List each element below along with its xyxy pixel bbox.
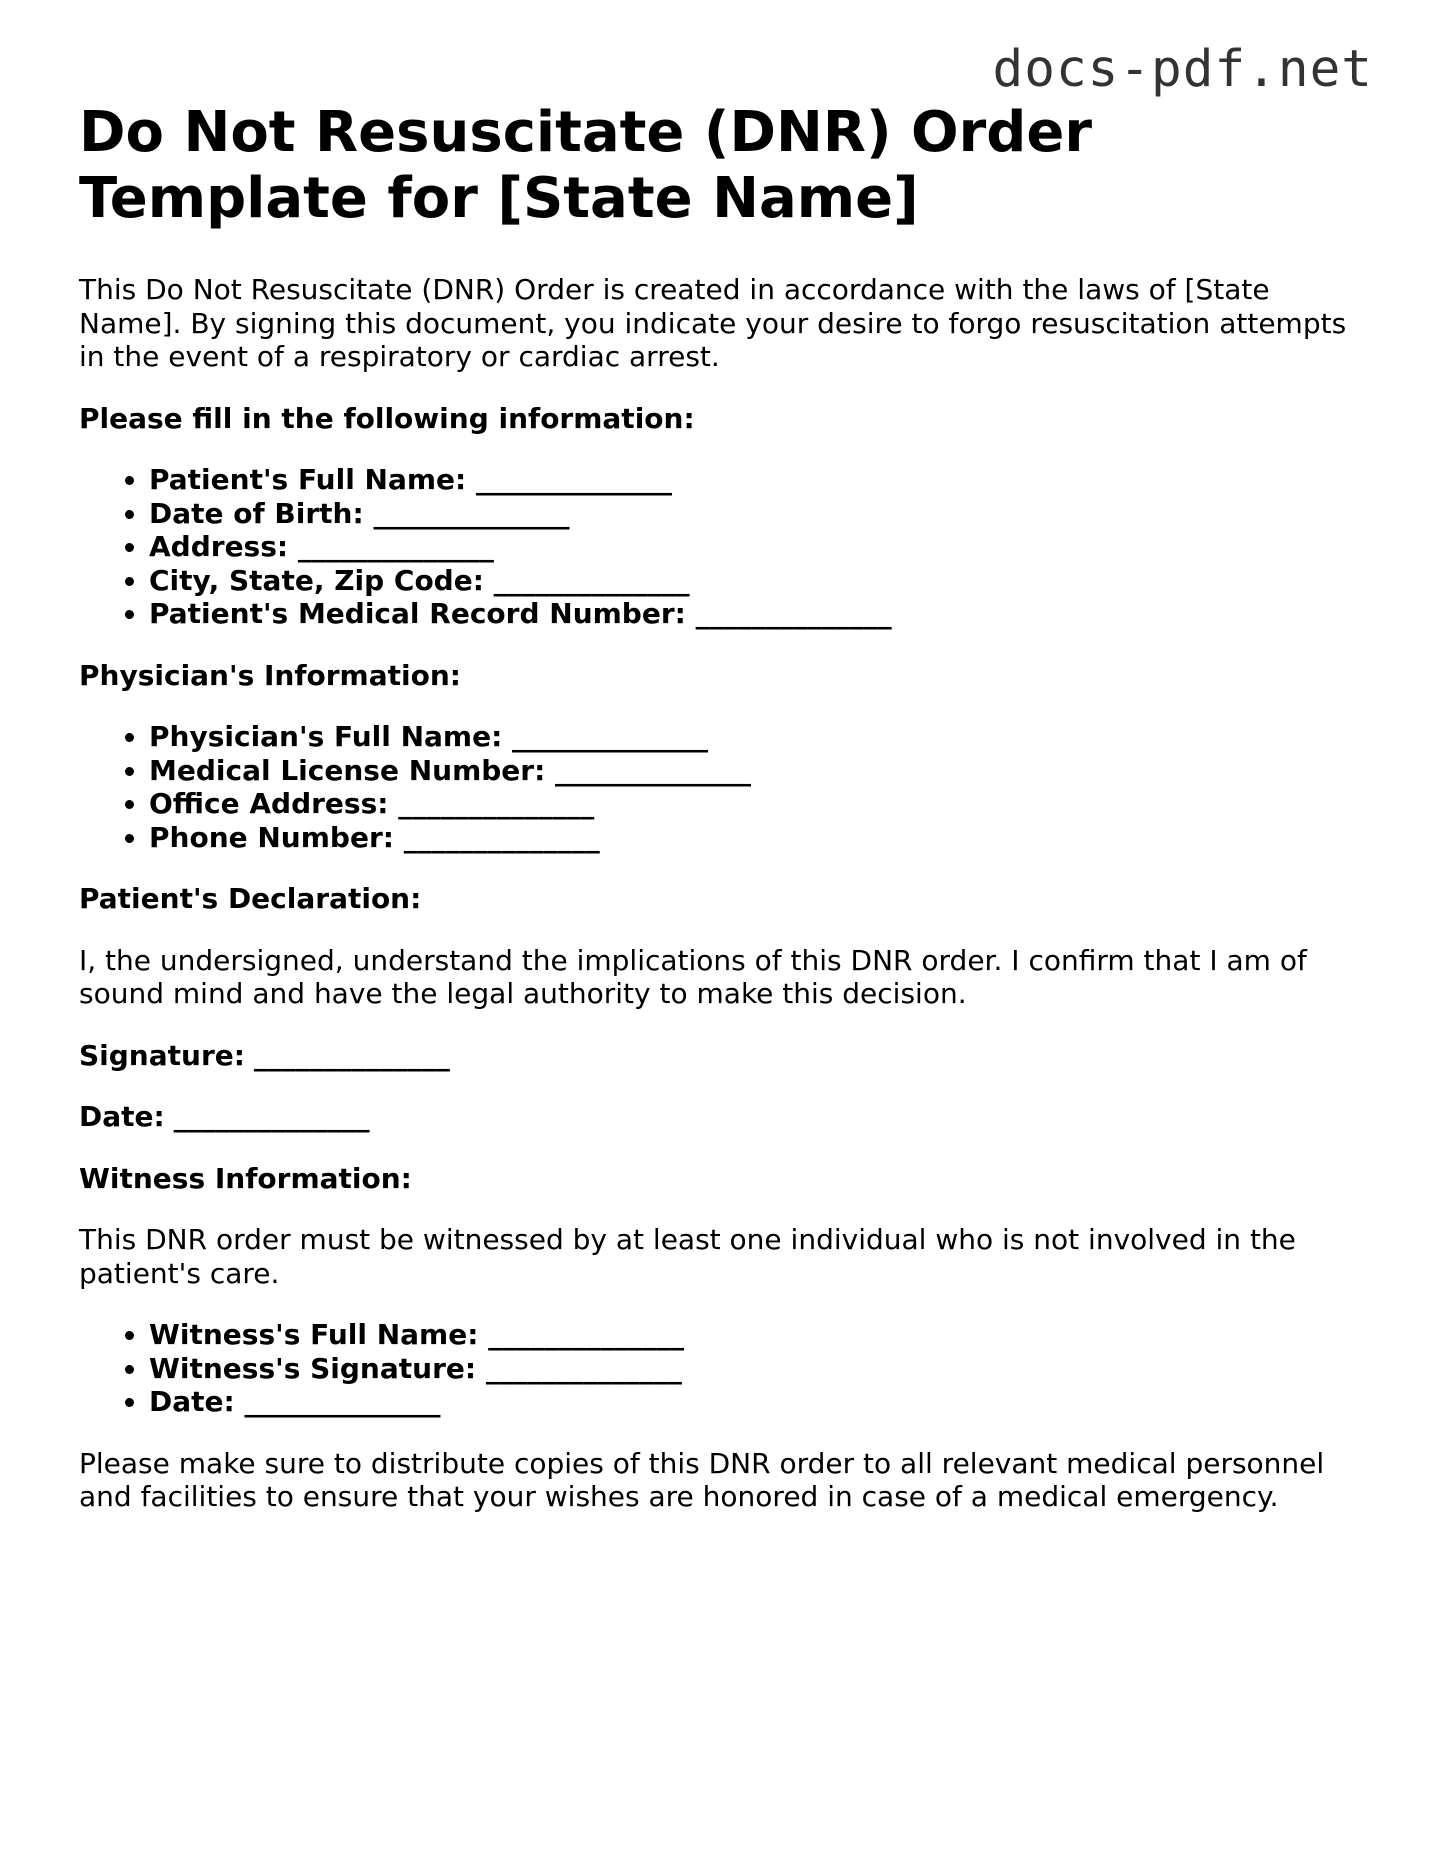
list-item	[149, 1385, 1359, 1419]
physician-fields-list	[79, 720, 1359, 854]
declaration-section-heading: Patient's Declaration:	[79, 882, 422, 915]
signature-line	[79, 1039, 1359, 1073]
watermark-text: docs-pdf.net	[992, 40, 1373, 99]
field-blank[interactable]: ______________	[403, 820, 600, 854]
list-item	[149, 1352, 1359, 1386]
field-label: Date of Birth:	[149, 496, 364, 530]
field-label: Office Address:	[149, 787, 389, 820]
field-blank[interactable]: ______________	[476, 463, 672, 496]
witness-paragraph: This DNR order must be witnessed by at least one individual who is not involved in the patient's care.	[79, 1223, 1296, 1290]
field-label: Witness's Signature:	[149, 1351, 477, 1385]
intro-paragraph: This Do Not Resuscitate (DNR) Order is created in accordance with the laws of [State Name]. By signing this document, you indicate your desire to forgo resuscitation attempts in the event of a respiratory or cardiac arrest.	[79, 273, 1347, 373]
field-label: Date:	[149, 1385, 235, 1418]
field-label: Patient's Full Name:	[149, 463, 467, 496]
field-label: City, State, Zip Code:	[149, 563, 484, 597]
witness-fields-list	[79, 1318, 1359, 1419]
field-label: Phone Number:	[149, 820, 394, 854]
field-blank[interactable]: ______________	[488, 1318, 685, 1351]
list-item	[149, 754, 1359, 788]
physician-section-heading: Physician's Information:	[79, 658, 461, 692]
list-item	[149, 821, 1359, 855]
list-item	[149, 787, 1359, 821]
field-label: Patient's Medical Record Number:	[149, 597, 686, 630]
document-page	[79, 100, 1359, 1542]
declaration-paragraph: I, the undersigned, understand the implications of this DNR order. I confirm that I am of sound mind and have the legal authority to make this decision.	[79, 943, 1307, 1010]
list-item	[149, 530, 1359, 564]
field-blank[interactable]: ______________	[512, 720, 709, 753]
date-line	[79, 1100, 1359, 1134]
field-blank[interactable]: ______________	[297, 530, 494, 563]
witness-section-heading: Witness Information:	[79, 1161, 412, 1195]
list-item	[149, 1318, 1359, 1352]
list-item	[149, 463, 1359, 497]
date-field[interactable]: ______________	[173, 1100, 370, 1133]
field-label: Address:	[149, 530, 289, 563]
list-item	[149, 720, 1359, 754]
field-blank[interactable]: ______________	[485, 1351, 682, 1385]
list-item	[149, 564, 1359, 598]
field-blank[interactable]: ______________	[555, 753, 752, 787]
field-blank[interactable]: ______________	[695, 597, 892, 630]
patient-fields-list	[79, 463, 1359, 631]
patient-section-heading: Please fill in the following information:	[79, 401, 695, 435]
document-title: Do Not Resuscitate (DNR) Order Template for [State Name]	[79, 100, 1092, 231]
field-label: Witness's Full Name:	[149, 1318, 479, 1351]
field-label: Medical License Number:	[149, 753, 546, 787]
field-label: Signature:	[79, 1038, 245, 1072]
field-blank[interactable]: ______________	[373, 496, 570, 530]
field-label: Date:	[79, 1100, 165, 1133]
field-blank[interactable]: ______________	[398, 787, 595, 820]
closing-paragraph: Please make sure to distribute copies of this DNR order to all relevant medical personnel and facilities to ensure that your wishes are honored in case of a medical emergency.	[79, 1446, 1325, 1513]
field-blank[interactable]: ______________	[493, 563, 690, 597]
signature-field[interactable]: ______________	[253, 1038, 450, 1072]
list-item	[149, 597, 1359, 631]
list-item	[149, 497, 1359, 531]
field-blank[interactable]: ______________	[244, 1385, 441, 1418]
field-label: Physician's Full Name:	[149, 720, 503, 753]
